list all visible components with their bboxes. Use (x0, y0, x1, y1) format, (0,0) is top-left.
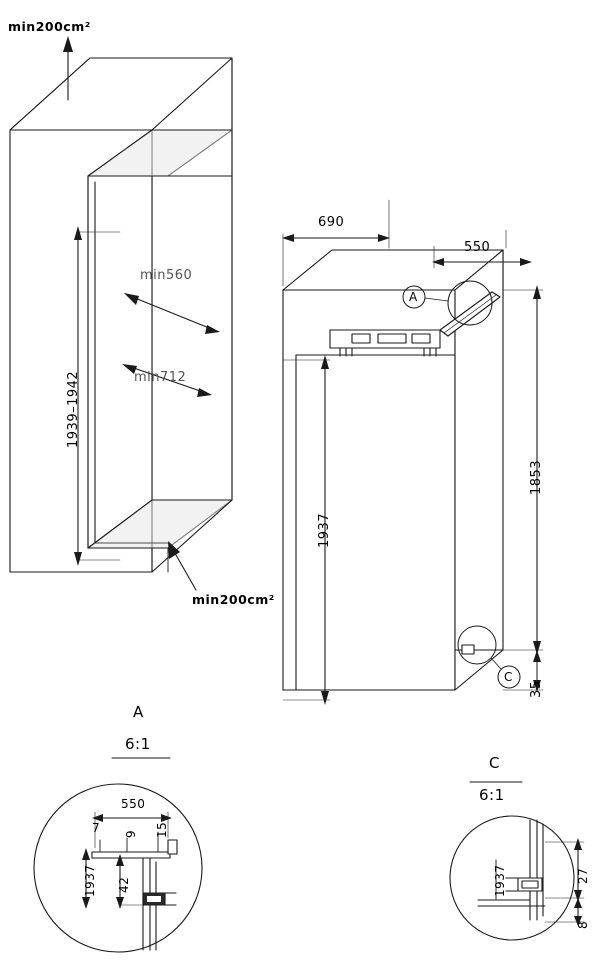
label-1937-appliance: 1937 (317, 512, 332, 548)
detail-c-scale: 6:1 (479, 786, 505, 804)
detail-a-550: 550 (121, 797, 146, 811)
detail-c-1937: 1937 (493, 864, 507, 897)
detail-a-9: 9 (124, 829, 138, 838)
detail-a-drawing (34, 758, 202, 952)
detail-c-drawing (450, 782, 584, 940)
appliance-body (282, 200, 543, 705)
detail-c-27: 27 (576, 867, 590, 884)
detail-a-42: 42 (117, 876, 131, 893)
callout-c-marker: C (504, 670, 513, 684)
detail-a-1937: 1937 (83, 864, 97, 897)
detail-c-8: 8 (576, 920, 590, 929)
callout-a-marker: A (409, 290, 418, 304)
label-35: 35 (529, 680, 544, 698)
label-min560: min560 (140, 268, 193, 283)
detail-c-title: C (489, 754, 500, 772)
label-vent-top: min200cm² (8, 19, 91, 34)
label-550: 550 (464, 240, 491, 255)
label-min712: min712 (134, 370, 187, 385)
detail-a-scale: 6:1 (125, 735, 151, 753)
label-vent-bottom: min200cm² (192, 592, 275, 607)
niche-cabinet (10, 36, 232, 590)
label-1853: 1853 (529, 459, 544, 495)
detail-a-title: A (133, 703, 144, 721)
detail-a-15: 15 (155, 821, 169, 838)
label-690: 690 (318, 215, 345, 230)
detail-a-7: 7 (92, 821, 101, 835)
label-niche-height: 1939–1942 (66, 370, 81, 448)
